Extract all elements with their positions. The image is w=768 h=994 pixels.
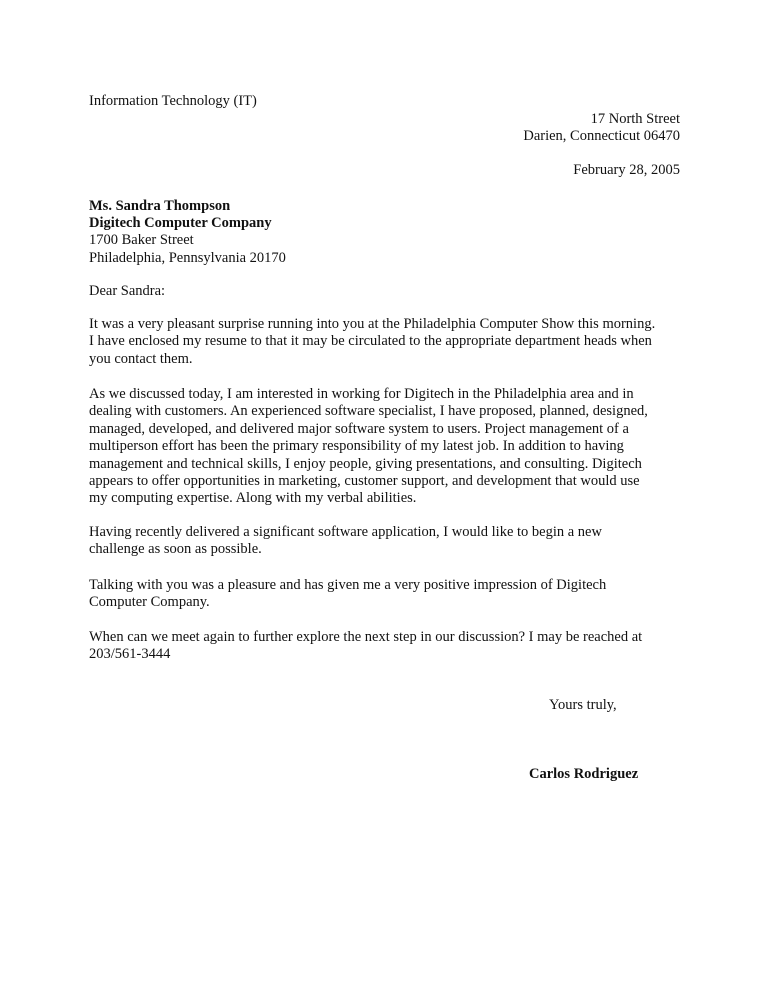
paragraph-line: managed, developed, and delivered major software system to users. Project management of a xyxy=(89,420,629,437)
paragraph-line: It was a very pleasant surprise running into you at the Philadelphia Computer Show this morning. xyxy=(89,316,656,332)
paragraph-line: As we discussed today, I am interested in working for Digitech in the Philadelphia area and in xyxy=(89,386,634,402)
sender-city: Darien, Connecticut 06470 xyxy=(523,128,680,144)
closing: Yours truly, xyxy=(549,697,617,713)
department-heading: Information Technology (IT) xyxy=(89,93,257,109)
recipient-name: Ms. Sandra Thompson xyxy=(89,198,231,214)
paragraph-line: challenge as soon as possible. xyxy=(89,541,262,558)
paragraph-line: I have enclosed my resume to that it may be circulated to the appropriate department heads when xyxy=(89,333,652,350)
sender-street: 17 North Street xyxy=(590,111,680,127)
paragraph-line: dealing with customers. An experienced software specialist, I have proposed, planned, designed, xyxy=(89,403,648,420)
signature-name: Carlos Rodriguez xyxy=(529,766,639,782)
paragraph-5 xyxy=(89,629,689,664)
salutation: Dear Sandra: xyxy=(89,283,166,299)
paragraph-line: appears to offer opportunities in marketing, customer support, and development that would use xyxy=(89,473,640,490)
paragraph-line: Talking with you was a pleasure and has given me a very positive impression of Digitech xyxy=(89,577,607,593)
recipient-city: Philadelphia, Pennsylvania 20170 xyxy=(89,250,286,266)
paragraph-line: 203/561-3444 xyxy=(89,646,171,663)
recipient-company: Digitech Computer Company xyxy=(89,215,272,231)
paragraph-line: Having recently delivered a significant software application, I would like to begin a new xyxy=(89,524,602,540)
paragraph-line: Computer Company. xyxy=(89,594,210,611)
paragraph-line: you contact them. xyxy=(89,350,193,367)
paragraph-2 xyxy=(89,386,689,508)
paragraph-3 xyxy=(89,524,689,559)
recipient-street: 1700 Baker Street xyxy=(89,232,194,248)
paragraph-line: When can we meet again to further explore the next step in our discussion? I may be reached at xyxy=(89,629,643,645)
letter-date: February 28, 2005 xyxy=(573,162,680,178)
paragraph-1 xyxy=(89,316,689,368)
paragraph-line: management and technical skills, I enjoy people, giving presentations, and consulting. Digitech xyxy=(89,455,642,472)
paragraph-4 xyxy=(89,577,689,612)
paragraph-line: multiperson effort has been the primary responsibility of my latest job. In addition to having xyxy=(89,438,624,455)
paragraph-line: my computing expertise. Along with my verbal abilities. xyxy=(89,490,417,507)
